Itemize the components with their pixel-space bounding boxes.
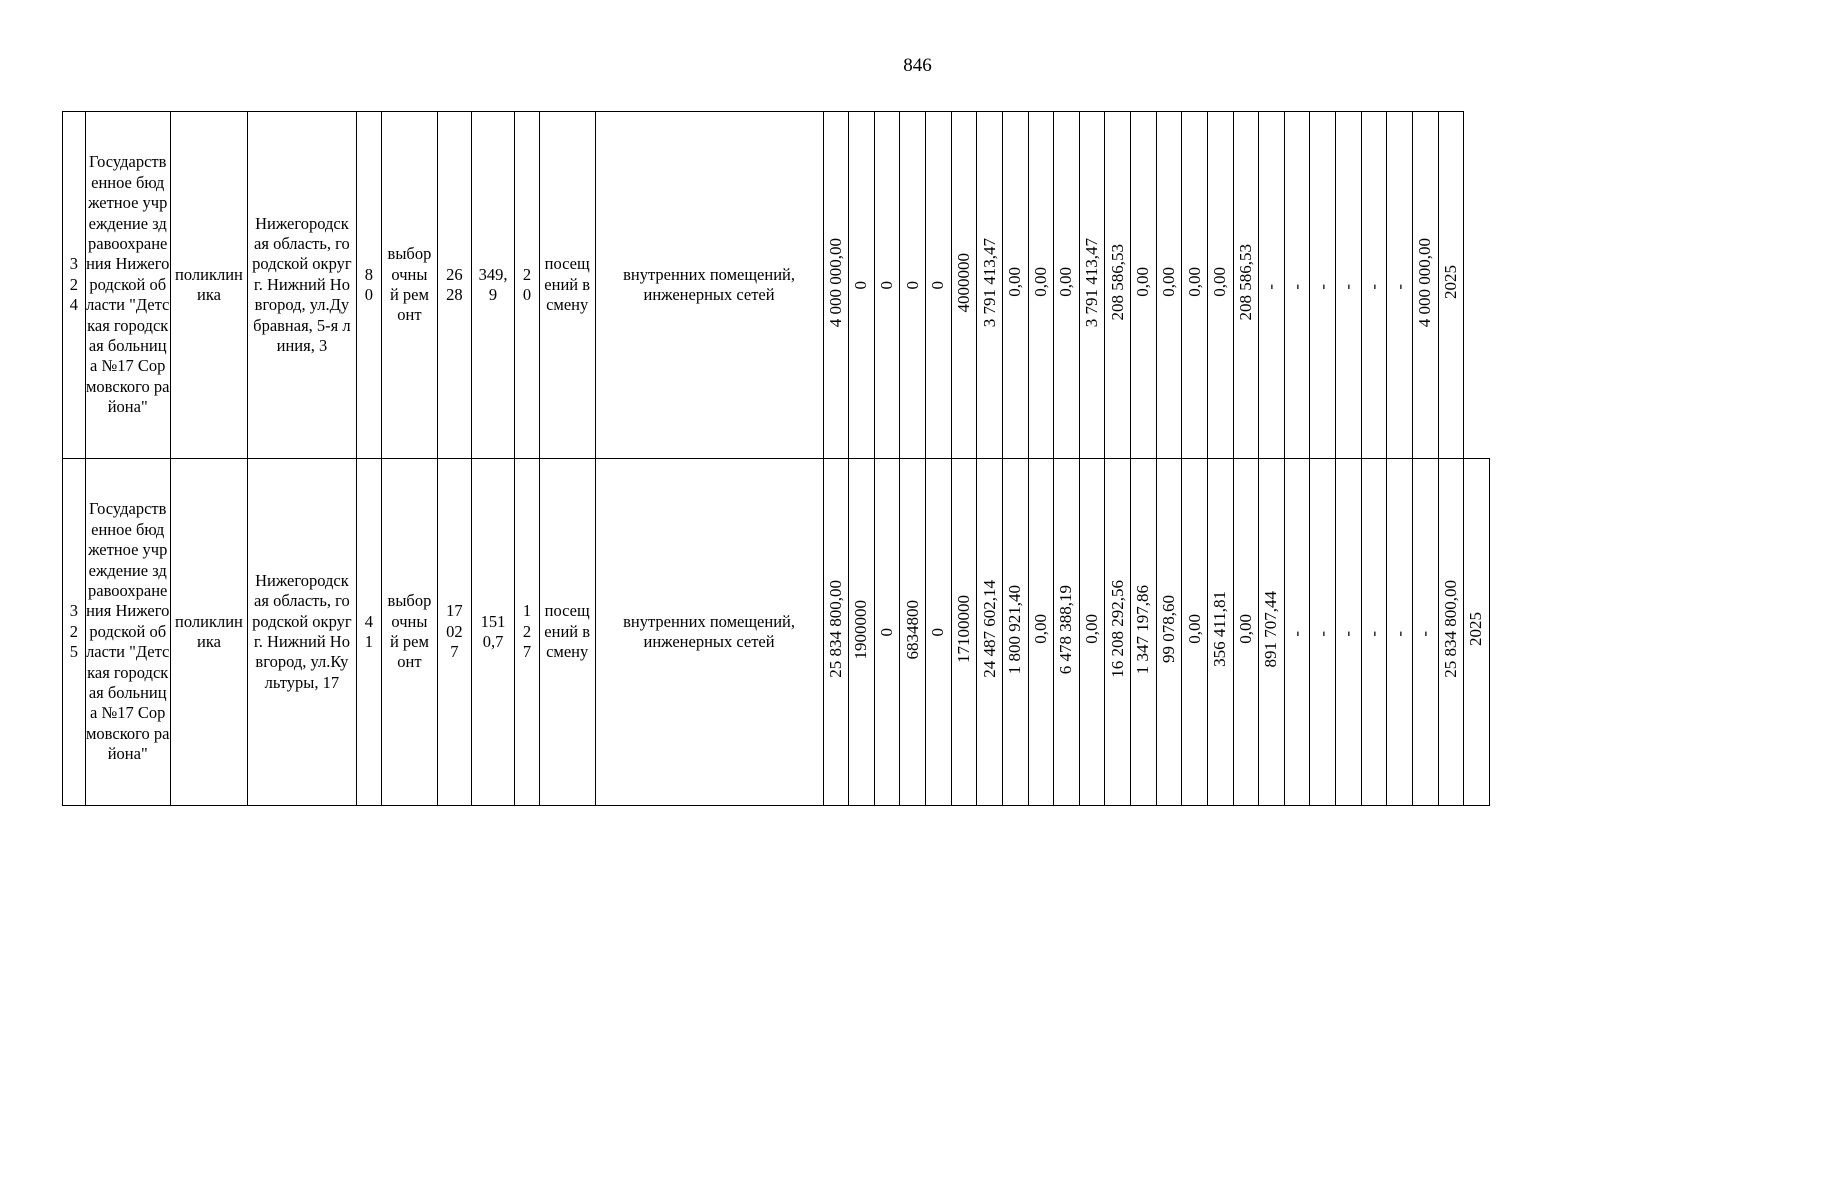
work-type: выборочный ремонт — [387, 244, 432, 325]
object-type: поликлиника — [175, 264, 243, 304]
year-built-cell — [356, 112, 382, 459]
institution-cell — [85, 112, 170, 459]
value-total: 4 000 000,00 — [825, 237, 845, 327]
value-cell — [1105, 112, 1131, 459]
value-cell — [1105, 459, 1131, 806]
value: 0,00 — [1030, 267, 1050, 298]
value: 208 586,53 — [1235, 244, 1255, 321]
address-cell — [248, 112, 356, 459]
value-cell — [1233, 112, 1259, 459]
value-total: 25 834 800,00 — [825, 580, 845, 679]
value: 0 — [877, 281, 897, 290]
capacity: 127 — [522, 601, 532, 662]
row-number-cell — [63, 112, 86, 459]
value: 0 — [928, 281, 948, 290]
value-cell — [823, 112, 849, 459]
value-cell — [1464, 459, 1490, 806]
table-row — [63, 112, 1835, 459]
capacity-unit: посещений в смену — [544, 601, 591, 662]
address: Нижегородская область, городской округ г. Нижний Новгород, ул.Дубравная, 5-я линия, 3 — [252, 213, 352, 356]
row-number-cell — [63, 459, 86, 806]
value: 1 800 921,40 — [1005, 584, 1025, 674]
value: - — [1363, 631, 1383, 637]
value-cell — [1131, 459, 1157, 806]
work-description: внутренних помещений, инженерных сетей — [623, 611, 795, 651]
value-cell — [1284, 112, 1310, 459]
value: - — [1287, 631, 1307, 637]
institution-name: Государственное бюджетное учреждение здравоохранения Нижегородской области "Детская городская больница №17 Сормовского района" — [85, 152, 170, 417]
capacity-unit-cell — [539, 112, 595, 459]
value: - — [1261, 284, 1281, 290]
value-cell — [874, 459, 900, 806]
value: 0,00 — [1184, 267, 1204, 298]
value: - — [1287, 284, 1307, 290]
description-cell — [595, 112, 823, 459]
address: Нижегородская область, городской округ г. Нижний Новгород, ул.Культуры, 17 — [252, 570, 352, 692]
year-value: 2025 — [1440, 265, 1460, 300]
value: - — [1389, 284, 1409, 290]
value-cell — [1233, 459, 1259, 806]
value: - — [1338, 631, 1358, 637]
area: 349,9 — [478, 264, 508, 304]
value-cell — [1284, 459, 1310, 806]
value-cell — [823, 459, 849, 806]
value: 0,00 — [1184, 614, 1204, 645]
value-cell — [1207, 459, 1233, 806]
capacity-unit-cell — [539, 459, 595, 806]
value-cell — [1131, 112, 1157, 459]
value-cell — [977, 112, 1003, 459]
year-built-cell — [356, 459, 382, 806]
value-total: 25 834 800,00 — [1440, 580, 1460, 679]
value-cell — [1438, 459, 1464, 806]
work-type-cell — [382, 459, 438, 806]
value-cell — [1207, 112, 1233, 459]
institution-name: Государственное бюджетное учреждение здравоохранения Нижегородской области "Детская городская больница №17 Сормовского района" — [85, 499, 170, 764]
value-cell — [1310, 459, 1336, 806]
value: 16 208 292,56 — [1107, 580, 1127, 679]
value-cell — [1079, 112, 1105, 459]
value: - — [1312, 284, 1332, 290]
value-cell — [1182, 459, 1208, 806]
value: - — [1389, 631, 1409, 637]
value-total: 4 000 000,00 — [1415, 237, 1435, 327]
code-cell — [437, 459, 471, 806]
value: 0 — [851, 281, 871, 290]
value: 0,00 — [1158, 267, 1178, 298]
value: 0,00 — [1235, 614, 1255, 645]
value: 1 347 197,86 — [1133, 584, 1153, 674]
value-cell — [900, 459, 926, 806]
value-cell — [1387, 112, 1413, 459]
value-cell — [1002, 459, 1028, 806]
value-cell — [1361, 459, 1387, 806]
page-number: 846 — [903, 55, 932, 76]
row-number: 325 — [69, 601, 78, 662]
value: 0,00 — [1133, 267, 1153, 298]
value: 6 478 388,19 — [1056, 584, 1076, 674]
row-number: 324 — [69, 254, 78, 315]
value-cell — [1412, 459, 1438, 806]
value: 0,00 — [1056, 267, 1076, 298]
value: 891 707,44 — [1261, 591, 1281, 668]
value-cell — [926, 112, 952, 459]
value: 0 — [902, 281, 922, 290]
work-description: внутренних помещений, инженерных сетей — [623, 264, 795, 304]
value: - — [1363, 284, 1383, 290]
work-type: выборочный ремонт — [387, 591, 432, 672]
value: 0,00 — [1082, 614, 1102, 645]
institution-cell — [85, 459, 170, 806]
value: 0,00 — [1030, 614, 1050, 645]
value: 356 411,81 — [1210, 591, 1230, 668]
value: - — [1338, 284, 1358, 290]
value-cell — [874, 112, 900, 459]
code: 2628 — [446, 264, 463, 304]
value-cell — [1028, 459, 1054, 806]
value: 0 — [928, 628, 948, 637]
value-cell — [849, 112, 875, 459]
capacity-unit: посещений в смену — [544, 254, 591, 315]
value: 1900000 — [851, 599, 871, 660]
value-cell — [1438, 112, 1464, 459]
value: 6834800 — [902, 599, 922, 660]
value-cell — [1310, 112, 1336, 459]
object-type: поликлиника — [175, 611, 243, 651]
table-row — [63, 459, 1835, 806]
value: 0 — [877, 628, 897, 637]
value-cell — [1259, 112, 1285, 459]
value-cell — [1156, 112, 1182, 459]
work-type-cell — [382, 112, 438, 459]
value-cell — [1054, 112, 1080, 459]
value-cell — [977, 459, 1003, 806]
object-type-cell — [170, 459, 247, 806]
code-cell — [437, 112, 471, 459]
value: 17100000 — [953, 595, 973, 664]
value-cell — [1361, 112, 1387, 459]
value-cell — [900, 112, 926, 459]
code: 17027 — [446, 601, 463, 662]
value-cell — [1387, 459, 1413, 806]
capacity-cell — [515, 112, 540, 459]
value-cell — [1336, 459, 1362, 806]
area-cell — [471, 112, 514, 459]
year-built: 80 — [364, 264, 373, 304]
value: - — [1312, 631, 1332, 637]
capacity-cell — [515, 459, 540, 806]
value-cell — [849, 459, 875, 806]
value: 208 586,53 — [1107, 244, 1127, 321]
value-cell — [1182, 112, 1208, 459]
area-cell — [471, 459, 514, 806]
value: 99 078,60 — [1158, 595, 1178, 664]
data-table — [62, 111, 1835, 806]
object-type-cell — [170, 112, 247, 459]
address-cell — [248, 459, 356, 806]
value-cell — [1259, 459, 1285, 806]
value-cell — [1412, 112, 1438, 459]
description-cell — [595, 459, 823, 806]
year-value: 2025 — [1466, 612, 1486, 647]
value: 0,00 — [1210, 267, 1230, 298]
value: 3 791 413,47 — [1082, 237, 1102, 327]
area: 1510,7 — [480, 611, 506, 651]
capacity: 20 — [522, 264, 532, 304]
value-cell — [1054, 459, 1080, 806]
value-cell — [1002, 112, 1028, 459]
value: 4000000 — [953, 252, 973, 313]
value-cell — [1156, 459, 1182, 806]
value: 3 791 413,47 — [979, 237, 999, 327]
value-cell — [1028, 112, 1054, 459]
value: - — [1415, 631, 1435, 637]
value: 0,00 — [1005, 267, 1025, 298]
value-cell — [951, 112, 977, 459]
value-cell — [1336, 112, 1362, 459]
value-cell — [951, 459, 977, 806]
value: 24 487 602,14 — [979, 580, 999, 679]
year-built: 41 — [364, 611, 373, 651]
value-cell — [926, 459, 952, 806]
value-cell — [1079, 459, 1105, 806]
